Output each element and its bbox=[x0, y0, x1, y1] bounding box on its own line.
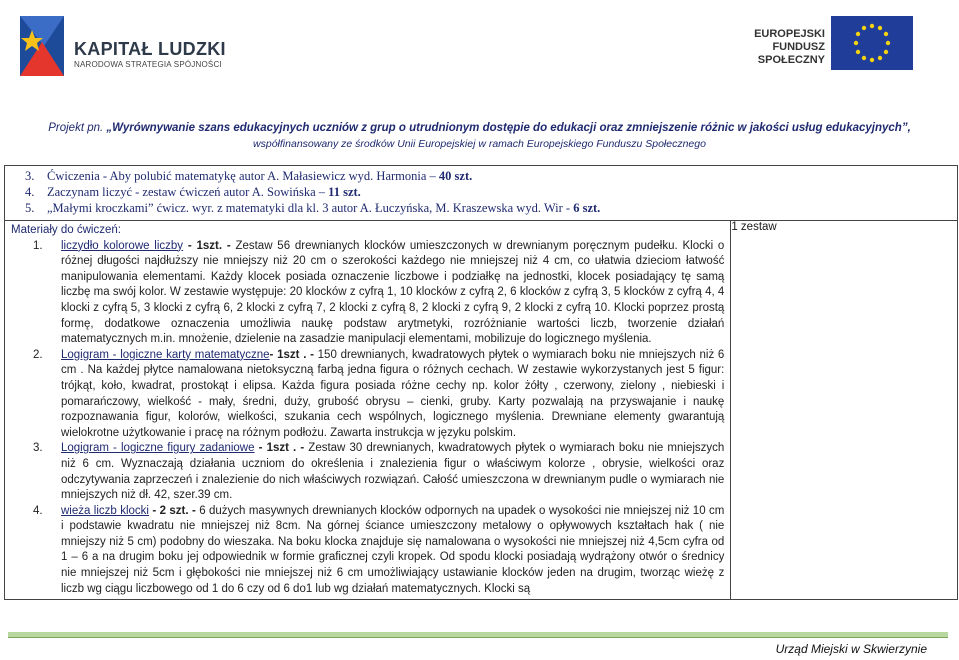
material-num: 4. bbox=[33, 504, 43, 517]
material-qty: - 1szt . - bbox=[269, 348, 314, 361]
materials-content bbox=[5, 221, 730, 599]
book-item bbox=[25, 168, 951, 184]
material-name: wieża liczb klocki bbox=[61, 504, 149, 517]
project-title-line bbox=[0, 120, 959, 136]
book-qty: 11 szt. bbox=[328, 185, 361, 199]
material-name: Logigram - logiczne figury zadaniowe bbox=[61, 442, 255, 455]
efs-line1: EUROPEJSKI bbox=[754, 28, 825, 40]
logo-title: KAPITAŁ LUDZKI bbox=[74, 39, 226, 59]
book-text: Zaczynam liczyć - zestaw ćwiczeń autor A. Sowińska – bbox=[47, 185, 329, 199]
material-desc: Zestaw 56 drewnianych klocków umieszczonych w drewnianym poręcznym pudełku. Klocki o różnej długości najdłuższy nie mniejszy niż 20 cm o szerokości każdego nie mniejszej niż 4 cm, co ułatwia dzieciom łatwość manipulowania elementami. Każdy klocek posiada oznaczenie liczbowe i podziałkę na jednostki, klocek posiadający tę samą liczbę ma swój kolor. W zestawie występuje: 20 klocków z cyfrą 1, 10 klocków z cyfrą 2, 6 klocków z cyfrą 3, 5 klocków z cyfrą 4, 4 klocki z cyfrą 5, 3 klocki z cyfrą 6, 2 klocki z cyfrą 7, 2 klocki z cyfrą 8, 2 klocki z cyfrą 9, 2 klocki z cyfrą 10. Klocki poprzez prostą formę, dodatkowe oznaczenia umożliwia naukę podstaw arytmetyki, rozróżnianie wartości liczb, tworzenie działań matematycznych m.in. mnożenie, dzielenie na zasadzie manipulacji elementami, mobilizuje do logicznego myślenia. bbox=[61, 239, 725, 346]
material-item bbox=[11, 441, 724, 503]
efs-label bbox=[705, 28, 825, 67]
material-text bbox=[61, 441, 724, 503]
book-list-cell bbox=[5, 166, 958, 221]
material-desc: 6 dużych masywnych drewnianych klocków odpornych na upadek o wysokości nie mniejszej niż 10 cm i podstawie kwadratu nie mniejszej niż 8cm. Na górnej ściance umieszczony metalowy o opływowych kształtach hak ( nie mniejszy niż 5 cm) podobny do wieszaka. Na boku klocka znajduje się namalowana o wysokości nie mniejszej niż 4,5cm cyfra od 1 – 6 a na drugim boku jej odpowiednik w formie graficznej czyli kropek. Od spodu klocki posiadają wydrążony otwór o średnicy nie mniejszej niż 5cm i głębokości nie mniejszej niż 6 cm umożliwiający ustawianie klocków jeden na drugim, tworząc wieżę z liczb wg ciągu liczbowego od 1 do 6 czy od 6 do1 lub wg działań matematycznych. Klocki są bbox=[61, 504, 725, 595]
project-funding: współfinansowany ze środków Unii Europejskiej w ramach Europejskiego Funduszu Społecznego bbox=[253, 138, 706, 150]
book-num: 4. bbox=[25, 185, 35, 199]
material-num: 3. bbox=[33, 442, 43, 455]
material-name: liczydło kolorowe liczby bbox=[61, 239, 184, 252]
efs-line2: FUNDUSZ SPOŁECZNY bbox=[757, 41, 825, 66]
book-num: 3. bbox=[25, 169, 35, 183]
eu-flag-icon bbox=[831, 16, 913, 70]
material-qty: - 1szt. - bbox=[183, 239, 231, 252]
material-text bbox=[61, 348, 724, 442]
materials-table bbox=[4, 165, 958, 600]
materials-row bbox=[5, 221, 958, 600]
book-qty: 40 szt. bbox=[438, 169, 473, 183]
logo-subtitle: NARODOWA STRATEGIA SPÓJNOŚCI bbox=[74, 60, 222, 69]
material-item bbox=[11, 504, 724, 598]
material-num: 1. bbox=[33, 239, 43, 252]
material-num: 2. bbox=[33, 348, 43, 361]
book-item bbox=[25, 184, 951, 200]
material-qty: - 1szt . - bbox=[254, 442, 305, 455]
project-prefix: Projekt pn. bbox=[48, 122, 104, 134]
book-item bbox=[25, 200, 951, 216]
materials-heading: Materiały do ćwiczeń: bbox=[11, 224, 121, 236]
material-desc: Zestaw 30 drewnianych, kwadratowych płytek o wymiarach boku nie mniejszych niż 6 cm. Wyznaczają działania uczniom do określenia i znalezienia figur o właściwym kolorze , obrysie, wielkości oraz odczytywania zaprzeczeń i znalezienie do nich właściwych rozwiązań. Całość umieszczona w drewnianym pudle o wymiarach nie mniejszych niż dł. 42, szer.39 cm. bbox=[61, 442, 725, 502]
footer-text: Urząd Miejski w Skwierzynie bbox=[775, 642, 927, 656]
material-text bbox=[61, 239, 724, 348]
materials-cell bbox=[5, 221, 731, 600]
side-note: 1 zestaw bbox=[731, 221, 777, 233]
material-name: Logigram - logiczne karty matematyczne bbox=[61, 348, 270, 361]
project-title: „Wyrównywanie szans edukacyjnych uczniów z grup o utrudnionym dostępie do edukacji oraz zmniejszenie różnic w jakości usług edukacyjnych”, bbox=[106, 122, 911, 134]
project-info bbox=[0, 120, 959, 152]
book-list-row bbox=[5, 166, 958, 221]
book-num: 5. bbox=[25, 201, 35, 215]
quantity-cell bbox=[731, 221, 958, 600]
material-desc: 150 drewnianych, kwadratowych płytek o wymiarach boku nie mniejszych niż 6 cm . Na każdej płytce namalowana nietoksyczną farbą jedna figura o różnych cechach. W zestawie wykorzystanych jest 5 figur: trójkąt, koło, kwadrat, prostokąt i elipsa. Każda figura posiada różne cechy np. kolor żółty , czerwony, zielony , niebieski i pomarańczowy, wielkość - mały, średni, duży, grubość obrysu – cienki, gruby. Karty pozwalają na przyswajanie i naukę rozpoznawania figur, kolorów, wielkości, szukania cech wspólnych, logicznego myślenia. Drewniane elementy gwarantują wielokrotne użytkowanie i pracę na różnym podłożu. Zawarta instrukcja w języku polskim. bbox=[61, 348, 725, 439]
book-list bbox=[5, 166, 957, 220]
material-text bbox=[61, 504, 724, 598]
book-text: Ćwiczenia - Aby polubić matematykę autor A. Małasiewicz wyd. Harmonia – bbox=[47, 169, 439, 183]
material-item bbox=[11, 239, 724, 348]
book-text: „Małymi kroczkami” ćwicz. wyr. z matematyki dla kl. 3 autor A. Łuczyńska, M. Kraszewska wyd. Wir - bbox=[47, 201, 574, 215]
page-header bbox=[0, 0, 959, 120]
book-qty: 6 szt. bbox=[573, 201, 601, 215]
footer-divider-thin bbox=[8, 637, 948, 638]
material-item bbox=[11, 348, 724, 442]
material-qty: - 2 szt. - bbox=[148, 504, 196, 517]
